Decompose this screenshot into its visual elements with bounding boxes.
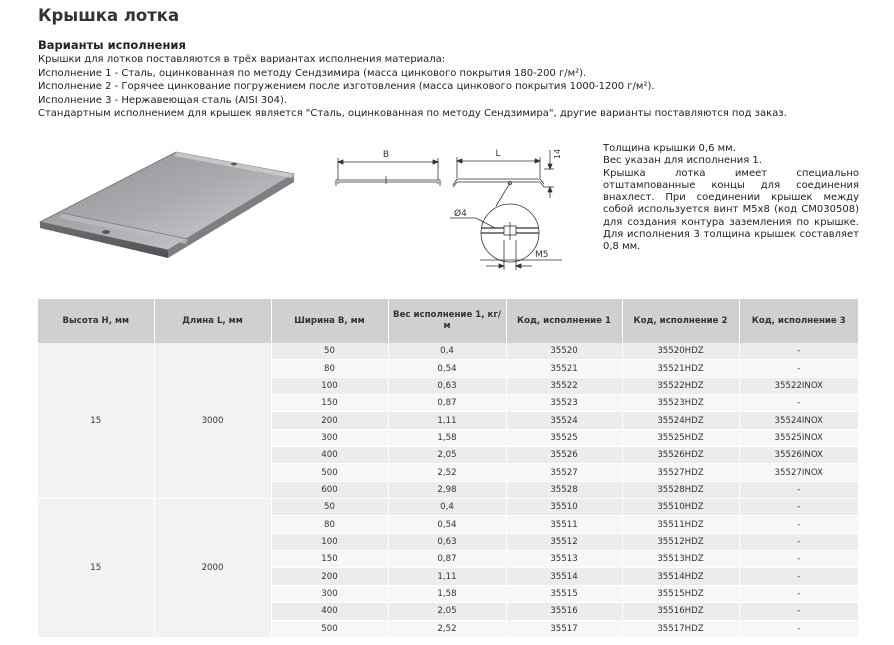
tray-cover-image [36, 146, 296, 264]
spec-body: Крышка лотка имеет специально отштампованные концы для соединения внахлест. При соединении крышек между собой используется винт М5х8 (код CM030508) для создания контура заземления по крышке. Для исполнения 3 толщина крышек составляет 0,8 мм. [603, 167, 859, 253]
cell-weight: 0,4 [388, 499, 506, 516]
cell-code-1: 35516 [506, 603, 622, 620]
cell-length: 2000 [154, 499, 271, 638]
spec-weight-note: Вес указан для исполнения 1. [603, 155, 762, 167]
cell-width: 80 [271, 360, 388, 377]
cell-code-3: - [739, 516, 858, 533]
cell-weight: 1,58 [388, 585, 506, 602]
cell-code-3: - [739, 585, 858, 602]
cell-weight: 2,52 [388, 620, 506, 637]
cell-width: 500 [271, 464, 388, 481]
cell-code-3: 35527INOX [739, 464, 858, 481]
cell-code-2: 35528HDZ [622, 481, 739, 498]
cell-width: 300 [271, 585, 388, 602]
cell-code-2: 35523HDZ [622, 395, 739, 412]
cell-width: 150 [271, 395, 388, 412]
cell-code-2: 35511HDZ [622, 516, 739, 533]
cell-code-3: - [739, 481, 858, 498]
dimension-thread-label: M5 [535, 250, 549, 260]
cell-code-2: 35513HDZ [622, 551, 739, 568]
table-header-row [38, 299, 858, 343]
cell-code-1: 35528 [506, 481, 622, 498]
cell-code-2: 35520HDZ [622, 343, 739, 360]
dimension-l-label: L [495, 149, 501, 159]
cell-width: 200 [271, 412, 388, 429]
cell-width: 200 [271, 568, 388, 585]
cell-code-1: 35510 [506, 499, 622, 516]
product-table [38, 299, 858, 638]
cell-code-2: 35527HDZ [622, 464, 739, 481]
cell-width: 150 [271, 551, 388, 568]
cell-code-1: 35526 [506, 447, 622, 464]
variants-line: Стандартным исполнением для крышек является "Сталь, оцинкованная по методу Сендзимира", другие варианты поставляются под заказ. [38, 108, 787, 120]
header-width: Ширина B, мм [271, 299, 388, 343]
cell-height: 15 [38, 343, 154, 499]
cell-code-2: 35524HDZ [622, 412, 739, 429]
cell-code-2: 35516HDZ [622, 603, 739, 620]
dimension-hole-label: Ø4 [454, 209, 467, 219]
cell-code-2: 35514HDZ [622, 568, 739, 585]
header-height: Высота H, мм [38, 299, 154, 343]
cell-code-2: 35517HDZ [622, 620, 739, 637]
cell-weight: 2,05 [388, 603, 506, 620]
cell-weight: 0,63 [388, 533, 506, 550]
cell-weight: 0,54 [388, 360, 506, 377]
cell-code-1: 35520 [506, 343, 622, 360]
variants-line: Крышки для лотков поставляются в трёх вариантах исполнения материала: [38, 54, 446, 65]
cell-weight: 1,11 [388, 568, 506, 585]
header-code-3: Код, исполнение 3 [739, 299, 858, 343]
spec-thickness: Толщина крышки 0,6 мм. [603, 143, 736, 154]
cell-code-1: 35513 [506, 551, 622, 568]
cell-code-1: 35517 [506, 620, 622, 637]
variants-line: Исполнение 3 - Нержавеющая сталь (AISI 304). [38, 94, 288, 106]
cell-code-2: 35510HDZ [622, 499, 739, 516]
cell-code-1: 35521 [506, 360, 622, 377]
cell-code-3: - [739, 343, 858, 360]
cell-code-3: - [739, 551, 858, 568]
cell-weight: 2,05 [388, 447, 506, 464]
table-row [38, 499, 858, 516]
page-title: Крышка лотка [38, 6, 180, 25]
cell-code-1: 35525 [506, 429, 622, 446]
variants-heading: Варианты исполнения [38, 38, 186, 52]
cell-width: 300 [271, 429, 388, 446]
cell-code-1: 35523 [506, 395, 622, 412]
table-body [38, 343, 858, 637]
technical-drawing [330, 140, 565, 275]
variants-line: Исполнение 1 - Сталь, оцинкованная по методу Сендзимира (масса цинкового покрытия 180-200 г/м²). [38, 67, 587, 79]
cell-code-3: 35526INOX [739, 447, 858, 464]
variants-line: Исполнение 2 - Горячее цинкование погружением после изготовления (масса цинкового покрытия 1000-1200 г/м²). [38, 81, 655, 93]
cell-width: 600 [271, 481, 388, 498]
cell-code-2: 35525HDZ [622, 429, 739, 446]
cell-code-2: 35526HDZ [622, 447, 739, 464]
cell-code-2: 35515HDZ [622, 585, 739, 602]
dimension-b-label: B [382, 150, 390, 160]
cell-code-1: 35527 [506, 464, 622, 481]
cell-code-3: 35522INOX [739, 377, 858, 394]
cell-width: 400 [271, 447, 388, 464]
cell-code-2: 35512HDZ [622, 533, 739, 550]
cell-weight: 2,52 [388, 464, 506, 481]
spec-block [603, 143, 859, 254]
cell-width: 500 [271, 620, 388, 637]
cell-code-3: - [739, 360, 858, 377]
variants-description [38, 53, 878, 121]
cell-width: 100 [271, 377, 388, 394]
cell-code-2: 35521HDZ [622, 360, 739, 377]
cell-width: 100 [271, 533, 388, 550]
cell-code-1: 35522 [506, 377, 622, 394]
cell-code-1: 35511 [506, 516, 622, 533]
cell-code-3: - [739, 533, 858, 550]
cell-weight: 0,63 [388, 377, 506, 394]
cell-width: 80 [271, 516, 388, 533]
header-length: Длина L, мм [154, 299, 271, 343]
header-weight: Вес исполнение 1, кг/м [388, 299, 506, 343]
cell-code-3: - [739, 395, 858, 412]
cell-weight: 1,58 [388, 429, 506, 446]
cell-code-1: 35512 [506, 533, 622, 550]
dimension-height-label: 14 [553, 148, 562, 160]
cell-weight: 0,54 [388, 516, 506, 533]
cell-code-3: - [739, 568, 858, 585]
cell-code-1: 35515 [506, 585, 622, 602]
header-code-1: Код, исполнение 1 [506, 299, 622, 343]
cell-weight: 1,11 [388, 412, 506, 429]
cell-code-3: - [739, 620, 858, 637]
cell-code-1: 35514 [506, 568, 622, 585]
cell-code-1: 35524 [506, 412, 622, 429]
cell-weight: 2,98 [388, 481, 506, 498]
cell-code-3: - [739, 499, 858, 516]
cell-width: 50 [271, 499, 388, 516]
cell-weight: 0,4 [388, 343, 506, 360]
cell-code-3: 35525INOX [739, 429, 858, 446]
cell-height: 15 [38, 499, 154, 638]
table-row [38, 343, 858, 360]
header-code-2: Код, исполнение 2 [622, 299, 739, 343]
cell-code-3: - [739, 603, 858, 620]
cell-code-3: 35524INOX [739, 412, 858, 429]
cell-code-2: 35522HDZ [622, 377, 739, 394]
cell-weight: 0,87 [388, 551, 506, 568]
cell-width: 400 [271, 603, 388, 620]
cell-weight: 0,87 [388, 395, 506, 412]
cell-length: 3000 [154, 343, 271, 499]
cell-width: 50 [271, 343, 388, 360]
